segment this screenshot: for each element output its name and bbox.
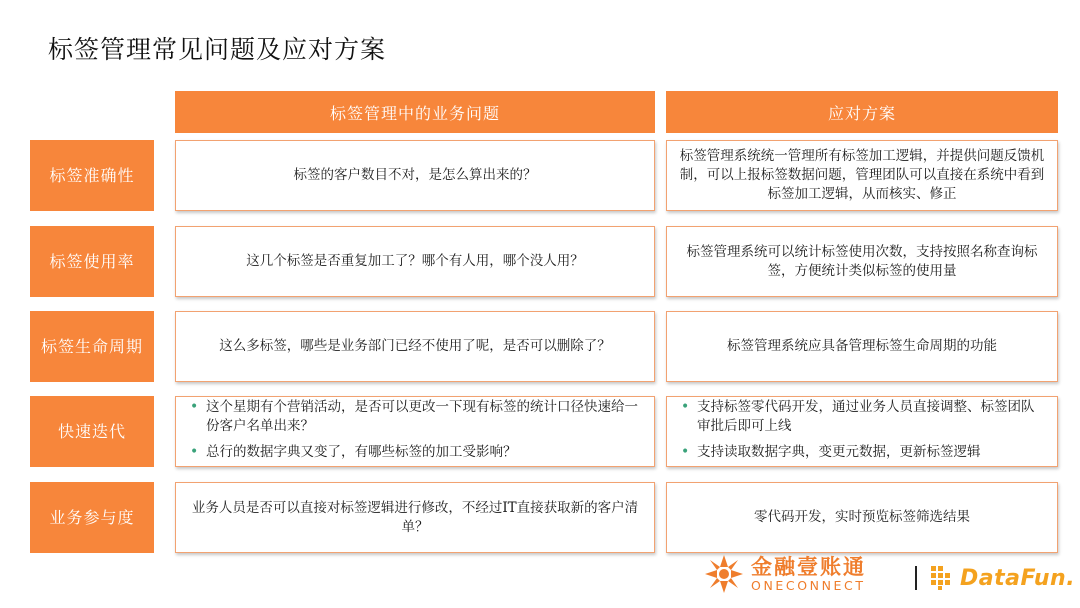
question-cell-accuracy [175, 140, 655, 211]
answer-text: 标签管理系统统一管理所有标签加工逻辑，并提供问题反馈机制，可以上报标签数据问题，管理团队可以直接在系统中看到标签加工逻辑，从而核实、修正 [679, 148, 1045, 202]
datafun-wordmark: DataFun. [960, 565, 1076, 591]
logo-divider [915, 566, 917, 590]
oneconnect-logo [703, 552, 866, 596]
row-label-iteration: 快速迭代 [30, 396, 154, 467]
question-text: 这么多标签，哪些是业务部门已经不使用了呢，是否可以删除了？ [219, 338, 611, 354]
question-cell-engagement [175, 482, 655, 553]
answer-cell-accuracy [666, 140, 1058, 211]
question-cell-iteration [175, 396, 655, 467]
row-label-usage-rate: 标签使用率 [30, 226, 154, 297]
list-item: • 总行的数据字典又变了，有哪些标签的加工受影响？ [186, 443, 644, 462]
row-label-lifecycle: 标签生命周期 [30, 311, 154, 382]
datafun-dots-icon [930, 565, 956, 591]
answer-text: 零代码开发，实时预览标签筛选结果 [754, 509, 970, 525]
brand-name-cn: 金融壹账通 [751, 555, 866, 579]
question-text: 业务人员是否可以直接对标签逻辑进行修改，不经过IT直接获取新的客户清单？ [191, 499, 639, 535]
page-title: 标签管理常见问题及应对方案 [48, 35, 387, 64]
oneconnect-emblem-icon [703, 553, 745, 595]
answer-cell-usage-rate [666, 226, 1058, 297]
answer-text: 标签管理系统应具备管理标签生命周期的功能 [727, 338, 997, 354]
header-answer: 应对方案 [666, 91, 1058, 133]
list-item: • 这个星期有个营销活动，是否可以更改一下现有标签的统计口径快速给一份客户名单出来？ [186, 398, 644, 436]
list-item: • 支持读取数据字典，变更元数据，更新标签逻辑 [677, 443, 1047, 462]
question-text: 标签的客户数目不对，是怎么算出来的？ [293, 167, 537, 183]
question-cell-lifecycle [175, 311, 655, 382]
list-item: • 支持标签零代码开发，通过业务人员直接调整、标签团队审批后即可上线 [677, 398, 1047, 436]
header-question: 标签管理中的业务问题 [175, 91, 655, 133]
answer-cell-engagement [666, 482, 1058, 553]
answer-cell-lifecycle [666, 311, 1058, 382]
question-cell-usage-rate [175, 226, 655, 297]
answer-cell-iteration [666, 396, 1058, 467]
answer-text: 标签管理系统可以统计标签使用次数，支持按照名称查询标签，方便统计类似标签的使用量 [686, 243, 1038, 279]
row-label-engagement: 业务参与度 [30, 482, 154, 553]
question-text: 这几个标签是否重复加工了？哪个有人用，哪个没人用？ [246, 253, 584, 269]
datafun-logo [930, 560, 1075, 596]
row-label-accuracy: 标签准确性 [30, 140, 154, 211]
brand-name-en: ONECONNECT [751, 578, 866, 593]
